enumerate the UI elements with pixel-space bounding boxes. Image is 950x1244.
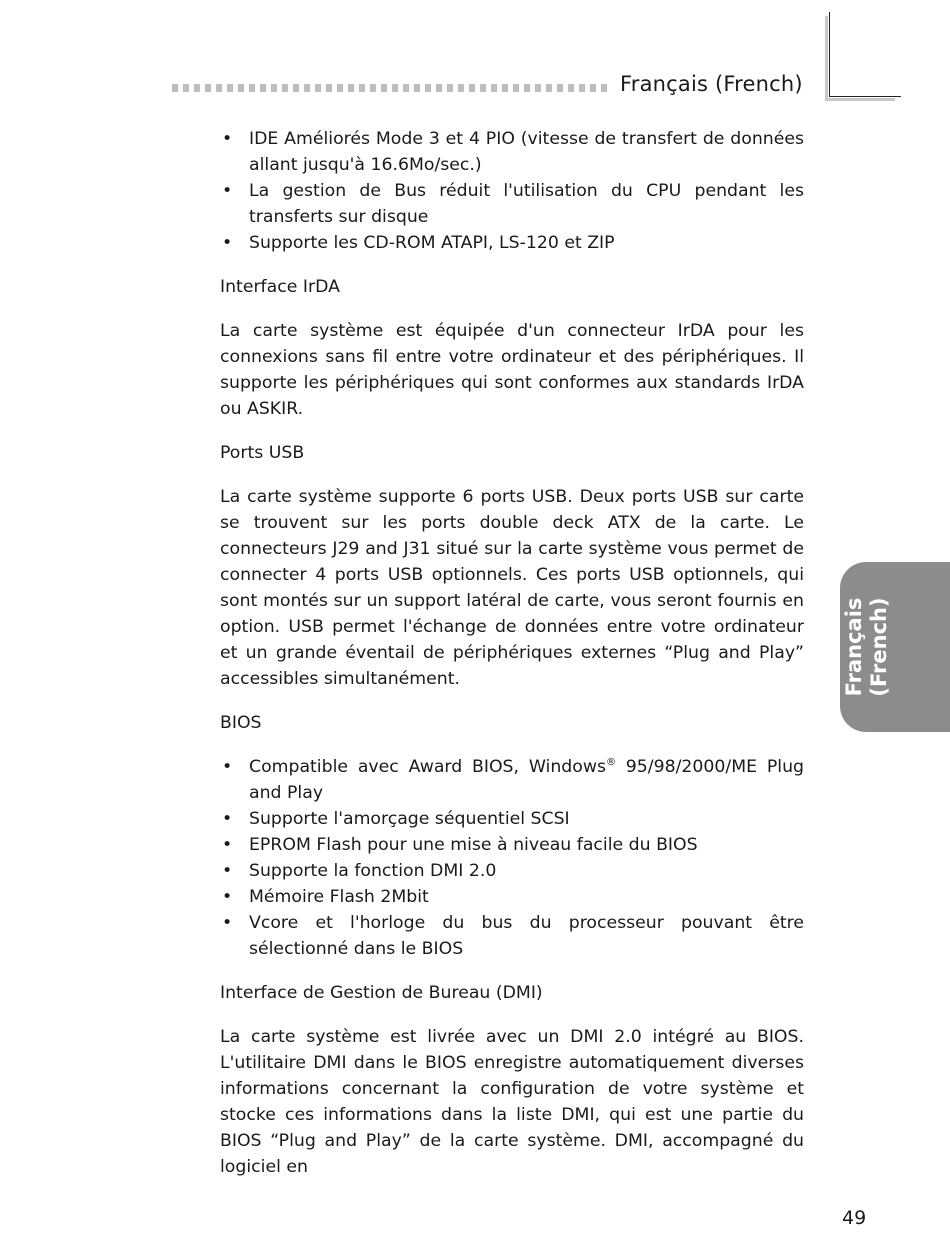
- corner-mark-vertical: [829, 12, 830, 96]
- list-item: • IDE Améliorés Mode 3 et 4 PIO (vitesse de transfert de données allant jusqu'à 16.6Mo/sec.): [220, 126, 804, 178]
- registered-mark: ®: [605, 757, 616, 769]
- section-heading-dmi: Interface de Gestion de Bureau (DMI): [220, 983, 543, 1003]
- section-heading-bios: BIOS: [220, 713, 262, 733]
- list-item: • La gestion de Bus réduit l'utilisation du CPU pendant les transferts sur disque: [220, 178, 804, 230]
- page-content: [220, 126, 804, 1180]
- side-tab-line-2: (French): [867, 597, 891, 697]
- list-item: • Mémoire Flash 2Mbit: [220, 884, 804, 910]
- corner-mark-shadow-horizontal: [825, 98, 895, 101]
- page-number: 49: [842, 1207, 867, 1229]
- bios-item-1-text-end: 95/98/2000/ME Plug and Play: [249, 757, 805, 803]
- usb-paragraph: La carte système supporte 6 ports USB. Deux ports USB sur carte se trouvent sur les ports double deck ATX de la carte. Le connecteurs J29 and J31 situé sur la carte système vous permet de connecter 4 ports USB optionnels. Ces ports USB optionnels, qui sont montés sur un support latéral de carte, vous seront fournis en option. USB permet l'échange de données entre votre ordinateur et un grande éventail de périphériques externes “Plug and Play” accessibles simultanément.: [220, 487, 804, 689]
- bios-feature-list: [220, 754, 804, 962]
- language-side-tab-label: [842, 567, 902, 727]
- header-title: Français (French): [620, 72, 803, 96]
- list-item: • Supporte l'amorçage séquentiel SCSI: [220, 806, 804, 832]
- corner-mark-horizontal: [829, 96, 901, 97]
- header-dotted-rule: [172, 84, 610, 92]
- side-tab-line-1: Français: [842, 597, 866, 697]
- irda-paragraph: La carte système est équipée d'un connecteur IrDA pour les connexions sans fil entre votre ordinateur et des périphériques. Il supporte les périphériques qui sont conformes aux standards IrDA ou ASKIR.: [220, 321, 804, 419]
- list-item: • Supporte les CD-ROM ATAPI, LS-120 et ZIP: [220, 230, 804, 256]
- list-item: [220, 754, 804, 806]
- dmi-paragraph: La carte système est livrée avec un DMI 2.0 intégré au BIOS. L'utilitaire DMI dans le BIOS enregistre automatiquement diverses informations concernant la configuration de votre système et stocke ces informations dans la liste DMI, qui est une partie du BIOS “Plug and Play” de la carte système. DMI, accompagné du logiciel en: [220, 1027, 804, 1177]
- corner-mark-shadow-vertical: [825, 16, 828, 100]
- list-item: • EPROM Flash pour une mise à niveau facile du BIOS: [220, 832, 804, 858]
- ide-feature-list: [220, 126, 804, 256]
- list-item: • Vcore et l'horloge du bus du processeur pouvant être sélectionné dans le BIOS: [220, 910, 804, 962]
- list-item: • Supporte la fonction DMI 2.0: [220, 858, 804, 884]
- bios-item-1-text: Compatible avec Award BIOS, Windows: [249, 757, 606, 777]
- section-heading-usb: Ports USB: [220, 443, 305, 463]
- section-heading-irda: Interface IrDA: [220, 277, 340, 297]
